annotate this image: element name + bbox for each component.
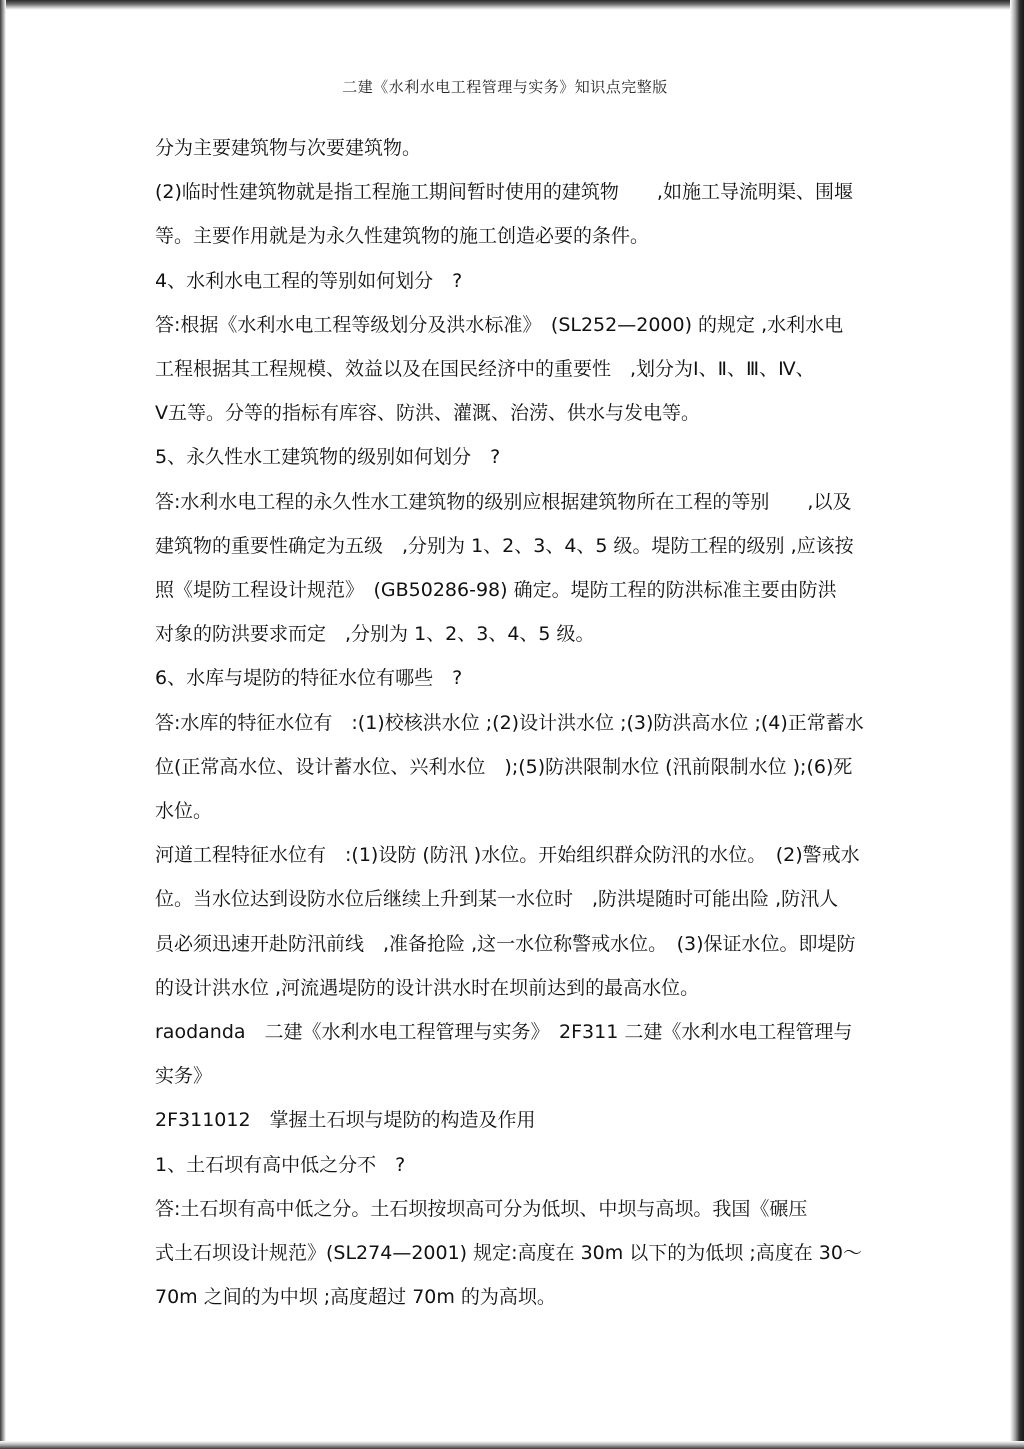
text-line: 答:根据《水利水电工程等级划分及洪水标准》 (SL252—2000) 的规定 ,水利水电 bbox=[155, 313, 844, 336]
text-line: 工程根据其工程规模、效益以及在国民经济中的重要性 ,划分为Ⅰ、Ⅱ、Ⅲ、Ⅳ、 bbox=[155, 358, 815, 381]
scan-edge-top bbox=[0, 0, 1024, 10]
scan-edge-bottom bbox=[0, 1441, 1024, 1449]
scan-edge-left bbox=[0, 0, 6, 1449]
question-heading: 5、永久性水工建筑物的级别如何划分 ? bbox=[155, 446, 501, 469]
text-line: 对象的防洪要求而定 ,分别为 1、2、3、4、5 级。 bbox=[155, 623, 595, 646]
text-line: Ⅴ五等。分等的指标有库容、防洪、灌溉、治涝、供水与发电等。 bbox=[155, 402, 700, 425]
text-line: 答:水利水电工程的永久性水工建筑物的级别应根据建筑物所在工程的等别 ,以及 bbox=[155, 490, 852, 513]
text-line: 照《堤防工程设计规范》 (GB50286-98) 确定。堤防工程的防洪标准主要由防洪 bbox=[155, 579, 837, 602]
text-line: 员必须迅速开赴防汛前线 ,准备抢险 ,这一水位称警戒水位。 (3)保证水位。即堤防 bbox=[155, 932, 856, 955]
scan-edge-right bbox=[1010, 0, 1024, 1449]
text-line: 河道工程特征水位有 :(1)设防 (防汛 )水位。开始组织群众防汛的水位。 (2)警戒水 bbox=[155, 844, 860, 867]
text-line: (2)临时性建筑物就是指工程施工期间暂时使用的建筑物 ,如施工导流明渠、围堰 bbox=[155, 181, 853, 204]
question-heading: 4、水利水电工程的等别如何划分 ? bbox=[155, 269, 463, 292]
text-line: 水位。 bbox=[155, 800, 213, 823]
text-line: 答:土石坝有高中低之分。土石坝按坝高可分为低坝、中坝与高坝。我国《碾压 bbox=[155, 1197, 808, 1220]
text-line: 位(正常高水位、设计蓄水位、兴利水位 );(5)防洪限制水位 (汛前限制水位 );(6)死 bbox=[155, 755, 853, 778]
text-line: 式土石坝设计规范》(SL274—2001) 规定:高度在 30m 以下的为低坝 ;高度在 30～ bbox=[155, 1242, 862, 1265]
question-heading: 6、水库与堤防的特征水位有哪些 ? bbox=[155, 667, 463, 690]
question-heading: 1、土石坝有高中低之分不 ? bbox=[155, 1153, 406, 1176]
text-line: 位。当水位达到设防水位后继续上升到某一水位时 ,防洪堤随时可能出险 ,防汛人 bbox=[155, 888, 839, 911]
text-line: 等。主要作用就是为永久性建筑物的施工创造必要的条件。 bbox=[155, 225, 650, 248]
page-header: 二建《水利水电工程管理与实务》知识点完整版 bbox=[342, 78, 668, 96]
text-line: 70m 之间的为中坝 ;高度超过 70m 的为高坝。 bbox=[155, 1286, 556, 1309]
document-body bbox=[155, 126, 870, 1319]
text-line: 建筑物的重要性确定为五级 ,分别为 1、2、3、4、5 级。堤防工程的级别 ,应该按 bbox=[155, 534, 854, 557]
text-line: raodanda 二建《水利水电工程管理与实务》 2F311 二建《水利水电工程管理与 bbox=[155, 1021, 853, 1044]
text-line: 的设计洪水位 ,河流遇堤防的设计洪水时在坝前达到的最高水位。 bbox=[155, 976, 700, 999]
section-heading: 2F311012 掌握土石坝与堤防的构造及作用 bbox=[155, 1109, 536, 1132]
text-line: 分为主要建筑物与次要建筑物。 bbox=[155, 137, 422, 159]
text-line: 实务》 bbox=[155, 1065, 213, 1088]
text-line: 答:水库的特征水位有 :(1)校核洪水位 ;(2)设计洪水位 ;(3)防洪高水位 ;(4)正常蓄水 bbox=[155, 711, 864, 734]
